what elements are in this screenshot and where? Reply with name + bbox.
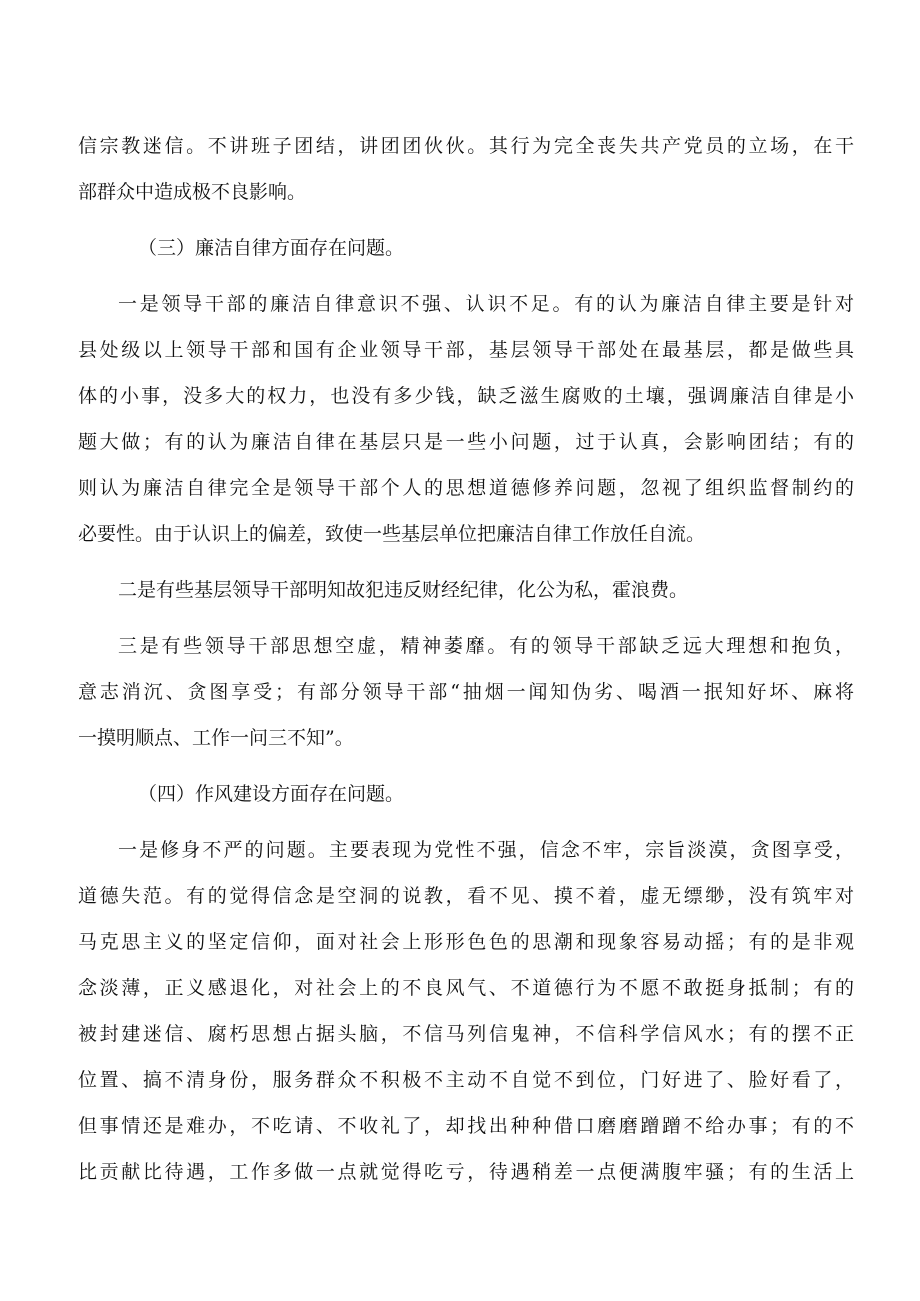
paragraph-finance-discipline [78,567,854,613]
document-body [78,123,854,1195]
text-line: 被封建迷信、腐朽思想占据头脑，不信马列信鬼神，不信科学信风水；有的摆不正 [78,1023,854,1045]
text-line: 体的小事，没多大的权力，也没有多少钱，缺乏滋生腐败的土壤，强调廉洁自律是小 [78,385,854,407]
text-line: 念淡薄，正义感退化，对社会上的不良风气、不道德行为不愿不敢挺身抵制；有的 [78,977,854,999]
text-line: 道德失范。有的觉得信念是空洞的说教，看不见、摸不着，虚无缥缈，没有筑牢对 [78,885,854,907]
section-heading-4 [78,771,854,817]
text-line: 二是有些基层领导干部明知故犯违反财经纪律，化公为私，霍浪费。 [118,579,689,601]
heading-text: （四）作风建设方面存在问题。 [138,783,405,805]
text-line: 必要性。由于认识上的偏差，致使一些基层单位把廉洁自律工作放任自流。 [78,523,706,545]
text-line: 县处级以上领导干部和国有企业领导干部，基层领导干部处在最基层，都是做些具 [78,339,854,361]
paragraph-self-cultivation [78,827,854,1195]
text-line: 信宗教迷信。不讲班子团结，讲团团伙伙。其行为完全丧失共产党员的立场，在干 [78,135,854,157]
paragraph-continuation [78,123,854,215]
text-line: 一是领导干部的廉洁自律意识不强、认识不足。有的认为廉洁自律主要是针对 [118,293,854,315]
text-line: 位置、搞不清身份，服务群众不积极不主动不自觉不到位，门好进了、脸好看了， [78,1069,854,1091]
text-line: 比贡献比待遇，工作多做一点就觉得吃亏，待遇稍差一点便满腹牢骚；有的生活上 [78,1161,854,1183]
text-line: 则认为廉洁自律完全是领导干部个人的思想道德修养问题，忽视了组织监督制约的 [78,477,854,499]
paragraph-integrity-awareness [78,281,854,557]
text-line: 意志消沉、贪图享受；有部分领导干部“抽烟一闻知伪劣、喝酒一抿知好坏、麻将 [78,681,854,703]
text-line: 马克思主义的坚定信仰，面对社会上形形色色的思潮和现象容易动摇；有的是非观 [78,931,854,953]
heading-text: （三）廉洁自律方面存在问题。 [138,237,405,259]
section-heading-3 [78,225,854,271]
paragraph-ideological-emptiness [78,623,854,761]
text-line: 一是修身不严的问题。主要表现为党性不强，信念不牢，宗旨淡漠，贪图享受， [118,839,854,861]
text-line: 部群众中造成极不良影响。 [78,181,307,203]
text-line: 但事情还是难办，不吃请、不收礼了，却找出种种借口磨磨蹭蹭不给办事；有的不 [78,1115,854,1137]
text-line: 三是有些领导干部思想空虚，精神萎靡。有的领导干部缺乏远大理想和抱负， [118,635,854,657]
text-line: 一摸明顺点、工作一问三不知”。 [78,727,354,749]
text-line: 题大做；有的认为廉洁自律在基层只是一些小问题，过于认真，会影响团结；有的 [78,431,854,453]
